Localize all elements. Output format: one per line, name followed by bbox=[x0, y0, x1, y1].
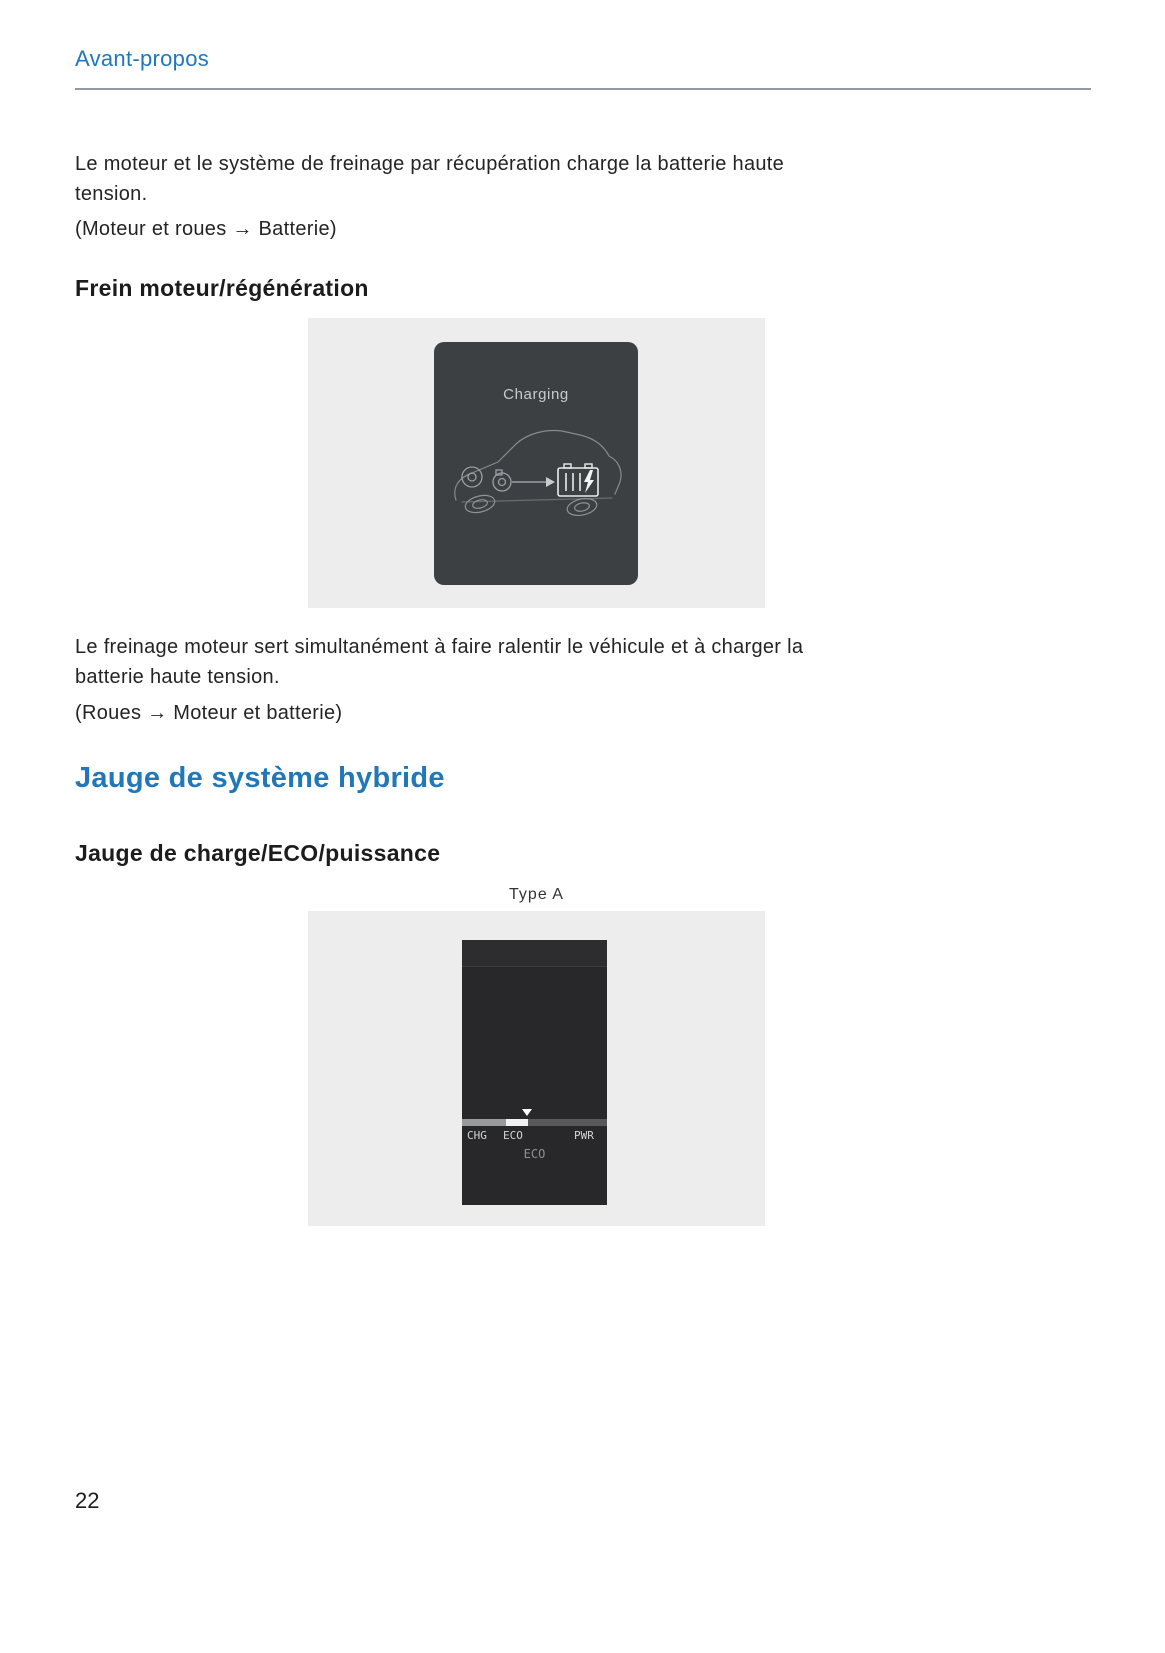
figure-gauge bbox=[308, 911, 765, 1226]
car-outline-icon bbox=[455, 431, 621, 502]
body-paragraph-line: tension. bbox=[75, 183, 148, 205]
screen-top-band bbox=[462, 940, 607, 967]
gauge-label-pwr: PWR bbox=[574, 1129, 594, 1142]
cluster-screen bbox=[434, 342, 638, 585]
reference-note: (Roues → Moteur et batterie) bbox=[75, 702, 343, 724]
page-header-title: Avant-propos bbox=[75, 46, 210, 71]
motor-icon bbox=[462, 467, 482, 487]
figure-charging bbox=[308, 318, 765, 608]
type-label: Type A bbox=[509, 886, 564, 903]
body-paragraph-line: batterie haute tension. bbox=[75, 666, 280, 688]
reference-note: (Moteur et roues → Batterie) bbox=[75, 218, 337, 240]
body-paragraph bbox=[75, 149, 784, 209]
subsection-heading-jauge: Jauge de charge/ECO/puissance bbox=[75, 840, 441, 866]
header-divider bbox=[75, 88, 1091, 90]
battery-icon bbox=[558, 464, 598, 496]
gauge-screen bbox=[462, 940, 607, 1205]
section-heading-frein: Frein moteur/régénération bbox=[75, 275, 369, 301]
gauge-pointer-icon bbox=[522, 1109, 532, 1116]
gauge-segment-chg bbox=[462, 1119, 506, 1126]
charging-label: Charging bbox=[503, 386, 569, 403]
gauge-label-eco: ECO bbox=[503, 1129, 523, 1142]
body-paragraph bbox=[75, 632, 803, 692]
front-wheel-icon bbox=[464, 493, 497, 516]
body-paragraph-line: Le moteur et le système de freinage par récupération charge la batterie haute bbox=[75, 153, 785, 175]
body-paragraph-line: Le freinage moteur sert simultanément à faire ralentir le véhicule et à charger la bbox=[75, 636, 804, 658]
gauge-segment-eco bbox=[506, 1119, 528, 1126]
gauge-segment-pwr bbox=[528, 1119, 607, 1126]
gauge-label-chg: CHG bbox=[467, 1129, 487, 1142]
car-illustration bbox=[434, 420, 638, 570]
charger-icon bbox=[493, 470, 511, 491]
page-number: 22 bbox=[75, 1488, 100, 1513]
arrow-icon bbox=[512, 477, 555, 487]
gauge-mode-label: ECO bbox=[523, 1147, 546, 1161]
chapter-heading-jauge: Jauge de système hybride bbox=[75, 762, 445, 794]
